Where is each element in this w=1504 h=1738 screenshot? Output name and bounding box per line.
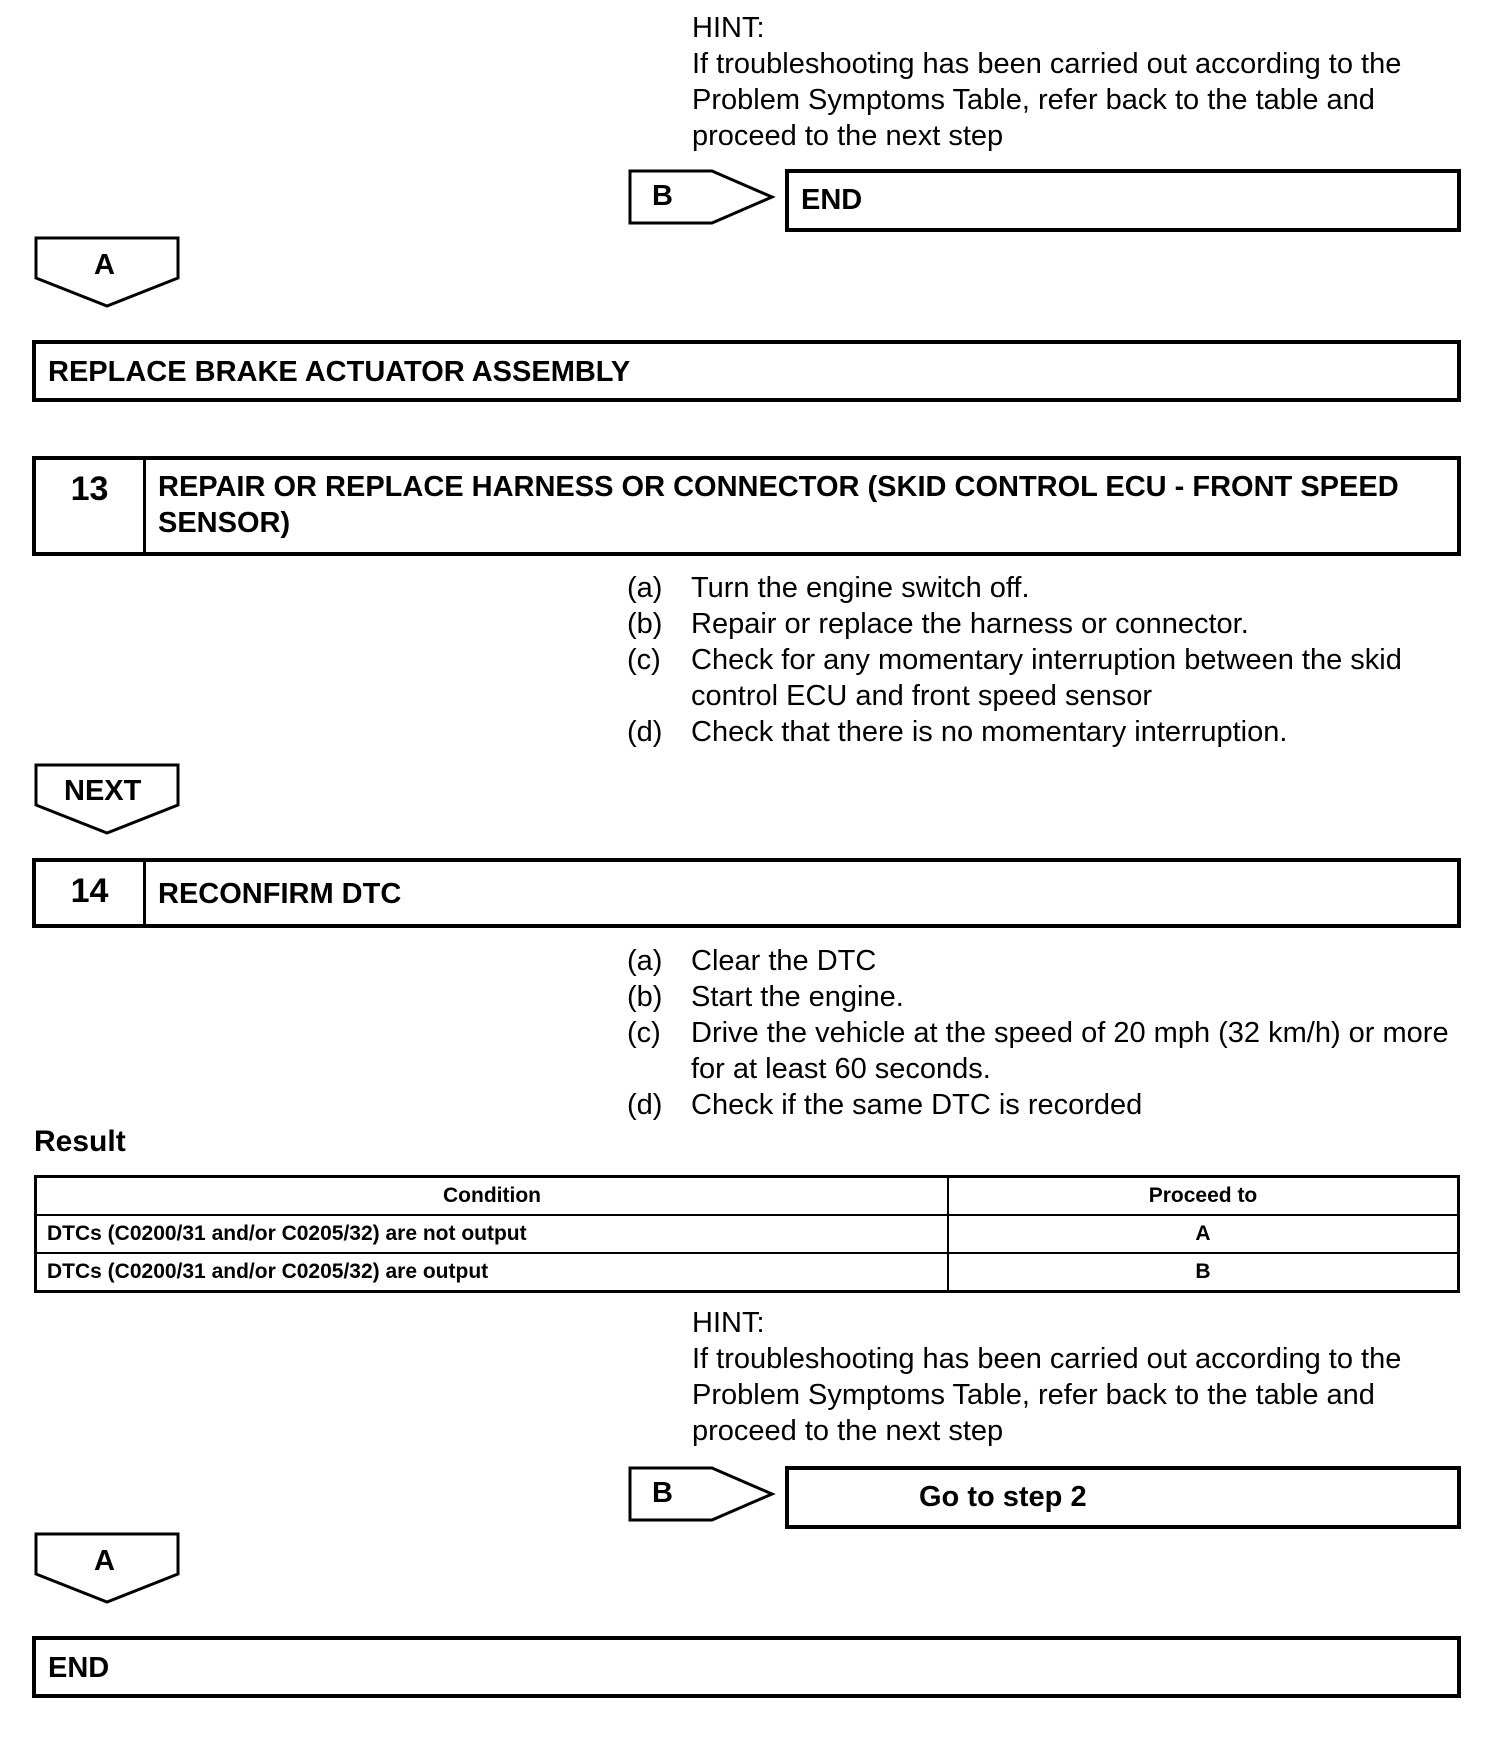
hint-text: If troubleshooting has been carried out according to the Problem Symptoms Table, refer back to the table and proceed to the next step	[692, 48, 1402, 152]
end-box	[32, 1636, 1461, 1698]
item-label: (a)	[627, 572, 663, 604]
condition-cell: DTCs (C0200/31 and/or C0205/32) are not output	[36, 1215, 949, 1253]
item-text: Check that there is no momentary interruption.	[691, 716, 1288, 748]
step-number: 13	[36, 460, 146, 552]
branch-b-arrow-1	[628, 169, 776, 227]
proceed-cell: B	[948, 1253, 1459, 1292]
table-row	[36, 1253, 1459, 1292]
go-to-step-box	[785, 1466, 1461, 1529]
table-row	[36, 1215, 1459, 1253]
branch-b-arrow-2	[628, 1466, 776, 1524]
list-item	[627, 570, 1467, 606]
next-arrow-label: NEXT	[64, 775, 142, 807]
step-title: REPAIR OR REPLACE HARNESS OR CONNECTOR (SKID CONTROL ECU - FRONT SPEED SENSOR)	[158, 471, 1399, 539]
hint-label: HINT:	[692, 12, 765, 44]
item-text: Check if the same DTC is recorded	[691, 1089, 1143, 1121]
item-text: Check for any momentary interruption between the skid control ECU and front speed sensor	[691, 644, 1402, 712]
list-item	[627, 943, 1467, 979]
item-text: Clear the DTC	[691, 945, 877, 977]
end-box-label: END	[48, 1652, 110, 1684]
condition-cell: DTCs (C0200/31 and/or C0205/32) are output	[36, 1253, 949, 1292]
column-header-proceed: Proceed to	[948, 1177, 1459, 1216]
hint-block-1	[692, 10, 1452, 154]
item-text: Start the engine.	[691, 981, 904, 1013]
list-item	[627, 642, 1467, 714]
result-table	[34, 1175, 1460, 1293]
item-text: Drive the vehicle at the speed of 20 mph (32 km/h) or more for at least 60 seconds.	[691, 1017, 1449, 1085]
item-label: (c)	[627, 644, 661, 676]
down-arrow-a-label-2: A	[94, 1545, 115, 1577]
hint-text: If troubleshooting has been carried out according to the Problem Symptoms Table, refer back to the table and proceed to the next step	[692, 1343, 1402, 1447]
replace-brake-actuator-box	[32, 340, 1461, 402]
proceed-cell: A	[948, 1215, 1459, 1253]
step-number: 14	[36, 862, 146, 924]
list-item	[627, 606, 1467, 642]
item-label: (c)	[627, 1017, 661, 1049]
end-target-label-1: END	[801, 184, 863, 216]
column-header-condition: Condition	[36, 1177, 949, 1216]
branch-b-label-2: B	[652, 1477, 673, 1509]
step-14-instructions	[627, 943, 1467, 1123]
replace-box-label: REPLACE BRAKE ACTUATOR ASSEMBLY	[48, 356, 631, 388]
item-label: (d)	[627, 1089, 663, 1121]
list-item	[627, 714, 1467, 750]
item-label: (a)	[627, 945, 663, 977]
end-target-box-1	[785, 169, 1461, 232]
list-item	[627, 1015, 1467, 1087]
item-label: (b)	[627, 608, 663, 640]
result-heading: Result	[34, 1125, 126, 1158]
step-title: RECONFIRM DTC	[158, 878, 402, 910]
item-text: Turn the engine switch off.	[691, 572, 1030, 604]
hint-block-2	[692, 1305, 1452, 1449]
list-item	[627, 1087, 1467, 1123]
item-label: (b)	[627, 981, 663, 1013]
step-13-header	[32, 456, 1461, 556]
go-to-step-label: Go to step 2	[919, 1481, 1087, 1513]
step-13-instructions	[627, 570, 1467, 750]
list-item	[627, 979, 1467, 1015]
item-label: (d)	[627, 716, 663, 748]
table-header-row	[36, 1177, 1459, 1216]
step-14-header	[32, 858, 1461, 928]
down-arrow-a-label-1: A	[94, 249, 115, 281]
hint-label: HINT:	[692, 1307, 765, 1339]
item-text: Repair or replace the harness or connector.	[691, 608, 1249, 640]
branch-b-label-1: B	[652, 180, 673, 212]
